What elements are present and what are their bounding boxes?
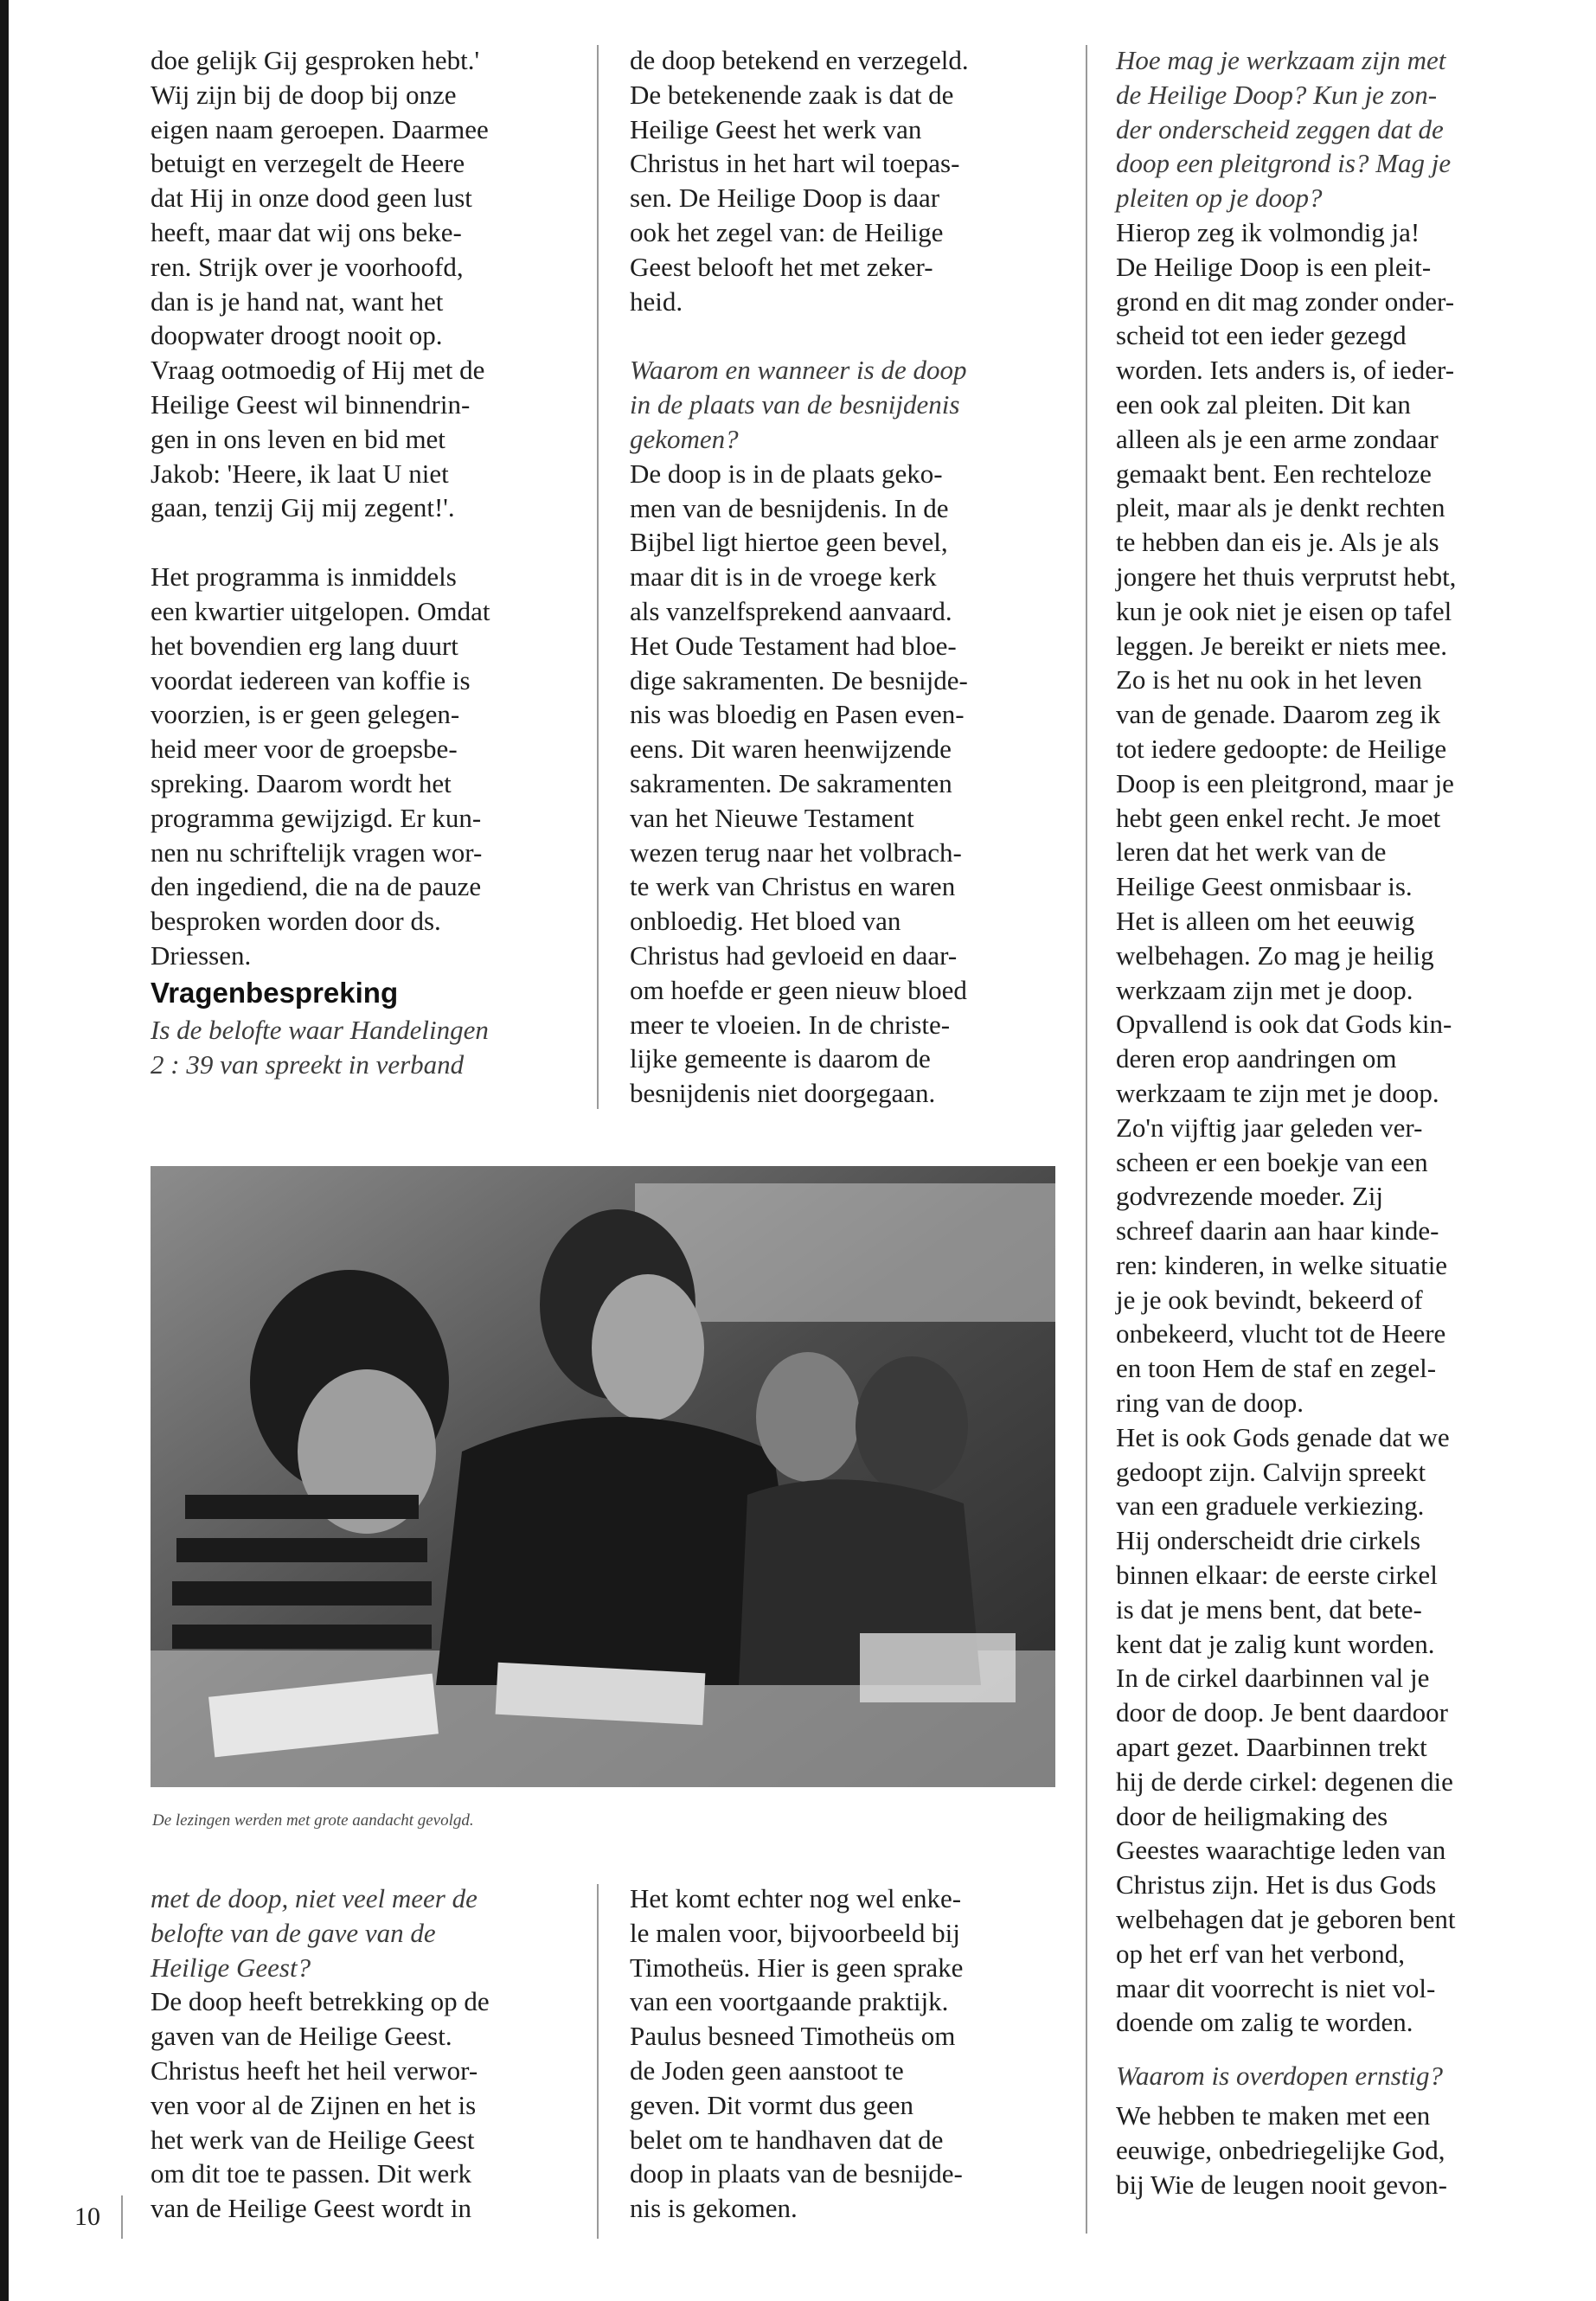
text-line: ven voor al de Zijnen en het is bbox=[151, 2089, 477, 2120]
text-line: nis was bloedig en Pasen even- bbox=[630, 699, 965, 730]
text-line: den ingediend, die na de pauze bbox=[151, 871, 482, 902]
text-line: We hebben te maken met een bbox=[1116, 2100, 1431, 2131]
text-line: bij Wie de leugen nooit gevon- bbox=[1116, 2169, 1448, 2200]
text-line: maar dit voorrecht is niet vol- bbox=[1116, 1972, 1436, 2003]
text-line: een kwartier uitgelopen. Omdat bbox=[151, 595, 490, 626]
text-line: is dat je mens bent, dat bete- bbox=[1116, 1593, 1422, 1625]
text-line: hebt geen enkel recht. Je moet bbox=[1116, 802, 1441, 833]
text-line: leren dat het werk van de bbox=[1116, 836, 1387, 868]
text-line: werkzaam zijn met je doop. bbox=[1116, 974, 1413, 1005]
text-line: ring van de doop. bbox=[1116, 1388, 1304, 1419]
page-number: 10 bbox=[74, 2202, 100, 2231]
text-line: welbehagen dat je geboren bent bbox=[1116, 1904, 1456, 1935]
text-line: van het Nieuwe Testament bbox=[630, 802, 914, 833]
text-line: Het komt echter nog wel enke- bbox=[630, 1883, 962, 1913]
text-line: Heilige Geest het werk van bbox=[630, 113, 922, 144]
text-line: besproken worden door ds. bbox=[151, 906, 441, 937]
text-line: der onderscheid zeggen dat de bbox=[1116, 113, 1444, 144]
column-3-paragraph-1 bbox=[1116, 215, 1566, 2040]
text-line: lijke gemeente is daarom de bbox=[630, 1043, 931, 1074]
text-line: kun je ook niet je eisen op tafel bbox=[1116, 595, 1452, 626]
column-3 bbox=[1116, 43, 1566, 2202]
text-line: maar dit is in de vroege kerk bbox=[630, 561, 937, 593]
text-line: Hij onderscheidt drie cirkels bbox=[1116, 1525, 1421, 1556]
text-line: het bovendien erg lang duurt bbox=[151, 630, 458, 661]
section-heading: Vragenbespreking bbox=[151, 976, 399, 1009]
text-line: Waarom en wanneer is de doop bbox=[630, 355, 967, 386]
text-line: Paulus besneed Timotheüs om bbox=[630, 2021, 956, 2052]
column-3-question-2 bbox=[1116, 2059, 1566, 2093]
text-line: scheid tot een ieder gezegd bbox=[1116, 320, 1407, 351]
text-line: Is de belofte waar Handelingen bbox=[151, 1014, 489, 1045]
text-line: dan is je hand nat, want het bbox=[151, 285, 444, 317]
text-line: je je ook bevindt, bekeerd of bbox=[1116, 1284, 1423, 1315]
column-1-paragraph-1 bbox=[151, 43, 583, 525]
text-line: Heilige Geest wil binnendrin- bbox=[151, 388, 471, 420]
text-line: de Joden geen aanstoot te bbox=[630, 2054, 904, 2086]
text-line: men van de besnijdenis. In de bbox=[630, 492, 949, 523]
text-line: alleen als je een arme zondaar bbox=[1116, 423, 1439, 454]
text-line: heid. bbox=[630, 285, 683, 317]
text-line: dat Hij in onze dood geen lust bbox=[151, 183, 472, 214]
text-line: De betekenende zaak is dat de bbox=[630, 79, 954, 110]
lower-column-1 bbox=[151, 1881, 583, 2226]
column-2-paragraph-2 bbox=[630, 457, 1062, 1111]
text-line: De doop is in de plaats geko- bbox=[630, 458, 943, 489]
text-line: Zo'n vijftig jaar geleden ver- bbox=[1116, 1112, 1423, 1143]
text-line: heid meer voor de groepsbe- bbox=[151, 734, 458, 765]
text-line: De Heilige Doop is een pleit- bbox=[1116, 251, 1432, 282]
text-line: eens. Dit waren heenwijzende bbox=[630, 734, 952, 765]
text-line: eigen naam geroepen. Daarmee bbox=[151, 113, 489, 144]
text-line: Bijbel ligt hiertoe geen bevel, bbox=[630, 527, 948, 558]
text-line: ook het zegel van: de Heilige bbox=[630, 216, 944, 247]
text-line: Christus had gevloeid en daar- bbox=[630, 939, 958, 971]
article-photo bbox=[151, 1166, 1055, 1787]
text-line: en toon Hem de staf en zegel- bbox=[1116, 1353, 1437, 1384]
text-line: doe gelijk Gij gesproken hebt.' bbox=[151, 45, 480, 75]
text-line: van de genade. Daarom zeg ik bbox=[1116, 699, 1441, 730]
text-line: jongere het thuis verprutst hebt, bbox=[1116, 561, 1457, 592]
lower-column-2 bbox=[630, 1881, 1062, 2226]
column-1-question bbox=[151, 1013, 583, 1082]
column-1 bbox=[151, 43, 583, 1081]
text-line: belet om te handhaven dat de bbox=[630, 2124, 944, 2155]
column-3-question-1 bbox=[1116, 43, 1566, 215]
text-line: Heilige Geest? bbox=[151, 1952, 311, 1983]
text-line: gaven van de Heilige Geest. bbox=[151, 2021, 452, 2052]
text-line: onbloedig. Het bloed van bbox=[630, 906, 901, 937]
text-line: scheen er een boekje van een bbox=[1116, 1146, 1428, 1177]
text-line: voorzien, is er geen gelegen- bbox=[151, 699, 460, 730]
text-line: dige sakramenten. De besnijde- bbox=[630, 664, 968, 695]
text-line: met de doop, niet veel meer de bbox=[151, 1883, 478, 1913]
text-line: Jakob: 'Heere, ik laat U niet bbox=[151, 458, 449, 489]
text-line: Zo is het nu ook in het leven bbox=[1116, 664, 1422, 695]
text-line: Opvallend is ook dat Gods kin- bbox=[1116, 1009, 1452, 1040]
text-line: om hoefde er geen nieuw bloed bbox=[630, 974, 967, 1005]
text-line: gemaakt bent. Een rechteloze bbox=[1116, 458, 1432, 489]
text-line: geven. Dit vormt dus geen bbox=[630, 2089, 914, 2120]
text-line: besnijdenis niet doorgegaan. bbox=[630, 1078, 936, 1109]
text-line: Hierop zeg ik volmondig ja! bbox=[1116, 216, 1420, 247]
text-line: In de cirkel daarbinnen val je bbox=[1116, 1663, 1430, 1694]
text-line: een ook zal pleiten. Dit kan bbox=[1116, 388, 1411, 420]
text-line: meer te vloeien. In de christe- bbox=[630, 1009, 951, 1040]
text-line: pleit, maar als je denkt rechten bbox=[1116, 492, 1445, 523]
page-edge bbox=[0, 0, 9, 2301]
text-line: van de Heilige Geest wordt in bbox=[151, 2193, 472, 2224]
text-line: doopwater droogt nooit op. bbox=[151, 320, 443, 351]
text-line: te werk van Christus en waren bbox=[630, 871, 956, 902]
lower-column-2-paragraph bbox=[630, 1881, 1062, 2226]
text-line: doop een pleitgrond is? Mag je bbox=[1116, 148, 1452, 179]
text-line: de Heilige Doop? Kun je zon- bbox=[1116, 79, 1438, 110]
text-line: binnen elkaar: de eerste cirkel bbox=[1116, 1560, 1438, 1591]
text-line: nen nu schriftelijk vragen wor- bbox=[151, 836, 483, 868]
text-line: deren erop aandringen om bbox=[1116, 1043, 1397, 1074]
text-line: spreking. Daarom wordt het bbox=[151, 767, 452, 798]
column-rule bbox=[1086, 45, 1087, 2234]
lower-column-1-paragraph bbox=[151, 1984, 583, 2226]
text-line: gedoopt zijn. Calvijn spreekt bbox=[1116, 1456, 1426, 1487]
text-line: Het is alleen om het eeuwig bbox=[1116, 905, 1415, 936]
text-line: apart gezet. Daarbinnen trekt bbox=[1116, 1732, 1427, 1763]
text-line: het werk van de Heilige Geest bbox=[151, 2124, 475, 2155]
text-line: sen. De Heilige Doop is daar bbox=[630, 183, 940, 214]
text-line: op het erf van het verbond, bbox=[1116, 1938, 1405, 1969]
text-line: Doop is een pleitgrond, maar je bbox=[1116, 767, 1454, 798]
text-line: gen in ons leven en bid met bbox=[151, 423, 445, 454]
text-line: Christus zijn. Het is dus Gods bbox=[1116, 1869, 1437, 1900]
text-line: ren: kinderen, in welke situatie bbox=[1116, 1249, 1448, 1280]
text-line: gekomen? bbox=[630, 423, 739, 454]
text-line: Christus in het hart wil toepas- bbox=[630, 148, 960, 179]
text-line: wezen terug naar het volbrach- bbox=[630, 836, 962, 868]
text-line: Het is ook Gods genade dat we bbox=[1116, 1421, 1450, 1452]
text-line: Wij zijn bij de doop bij onze bbox=[151, 79, 457, 110]
text-line: le malen voor, bijvoorbeeld bij bbox=[630, 1917, 960, 1948]
text-line: Driessen. bbox=[151, 939, 252, 971]
text-line: onbekeerd, vlucht tot de Heere bbox=[1116, 1318, 1446, 1349]
text-line: programma gewijzigd. Er kun- bbox=[151, 802, 482, 833]
text-line: van een voortgaande praktijk. bbox=[630, 1986, 949, 2017]
column-2-paragraph-1 bbox=[630, 43, 1062, 318]
text-line: worden. Iets anders is, of ieder- bbox=[1116, 355, 1455, 386]
text-line: grond en dit mag zonder onder- bbox=[1116, 285, 1455, 317]
text-line: eeuwige, onbedriegelijke God, bbox=[1116, 2134, 1445, 2165]
text-line: te hebben dan eis je. Als je als bbox=[1116, 527, 1439, 558]
text-line: sakramenten. De sakramenten bbox=[630, 767, 952, 798]
text-line: welbehagen. Zo mag je heilig bbox=[1116, 939, 1434, 971]
text-line: Het programma is inmiddels bbox=[151, 561, 457, 593]
text-line: voordat iedereen van koffie is bbox=[151, 664, 471, 695]
lower-column-1-question bbox=[151, 1881, 583, 1984]
column-2-question bbox=[630, 353, 1062, 456]
text-line: Waarom is overdopen ernstig? bbox=[1116, 2061, 1444, 2092]
text-line: Hoe mag je werkzaam zijn met bbox=[1116, 45, 1446, 75]
text-line: Timotheüs. Hier is geen sprake bbox=[630, 1952, 964, 1983]
text-line: nis is gekomen. bbox=[630, 2193, 798, 2224]
text-line: heeft, maar dat wij ons beke- bbox=[151, 216, 462, 247]
text-line: Christus heeft het heil verwor- bbox=[151, 2054, 478, 2086]
text-line: door de doop. Je bent daardoor bbox=[1116, 1697, 1448, 1728]
text-line: gaan, tenzij Gij mij zegent!'. bbox=[151, 492, 455, 523]
text-line: pleiten op je doop? bbox=[1116, 183, 1323, 214]
text-line: door de heiligmaking des bbox=[1116, 1800, 1388, 1831]
text-line: om dit toe te passen. Dit werk bbox=[151, 2158, 472, 2189]
text-line: belofte van de gave van de bbox=[151, 1917, 436, 1948]
photo-caption: De lezingen werden met grote aandacht gevolgd. bbox=[152, 1811, 474, 1830]
column-3-paragraph-2 bbox=[1116, 2099, 1566, 2202]
text-line: Het Oude Testament had bloe- bbox=[630, 630, 957, 661]
text-line: de doop betekend en verzegeld. bbox=[630, 45, 969, 75]
text-line: kent dat je zalig kunt worden. bbox=[1116, 1628, 1435, 1659]
text-line: schreef daarin aan haar kinde- bbox=[1116, 1215, 1439, 1247]
column-2 bbox=[630, 43, 1062, 1111]
text-line: van een graduele verkiezing. bbox=[1116, 1490, 1425, 1522]
text-line: hij de derde cirkel: degenen die bbox=[1116, 1766, 1453, 1797]
column-1-paragraph-2 bbox=[151, 560, 583, 973]
page-number-rule bbox=[121, 2195, 123, 2239]
text-line: 2 : 39 van spreekt in verband bbox=[151, 1048, 465, 1080]
column-rule bbox=[597, 45, 599, 1109]
text-line: Heilige Geest onmisbaar is. bbox=[1116, 871, 1413, 902]
text-line: De doop heeft betrekking op de bbox=[151, 1986, 490, 2017]
text-line: in de plaats van de besnijdenis bbox=[630, 389, 960, 420]
text-line: doende om zalig te worden. bbox=[1116, 2007, 1413, 2038]
text-line: betuigt en verzegelt de Heere bbox=[151, 148, 465, 179]
column-rule bbox=[597, 1884, 599, 2239]
text-line: doop in plaats van de besnijde- bbox=[630, 2158, 963, 2189]
text-line: als vanzelfsprekend aanvaard. bbox=[630, 595, 952, 626]
text-line: Vraag ootmoedig of Hij met de bbox=[151, 355, 485, 386]
text-line: ren. Strijk over je voorhoofd, bbox=[151, 251, 464, 282]
text-line: werkzaam te zijn met je doop. bbox=[1116, 1077, 1439, 1108]
photo-illustration bbox=[151, 1166, 1055, 1787]
text-line: tot iedere gedoopte: de Heilige bbox=[1116, 733, 1447, 764]
text-line: godvrezende moeder. Zij bbox=[1116, 1181, 1384, 1212]
text-line: Geest belooft het met zeker- bbox=[630, 251, 933, 282]
text-line: leggen. Je bereikt er niets mee. bbox=[1116, 630, 1448, 661]
text-line: Geestes waarachtige leden van bbox=[1116, 1835, 1446, 1866]
